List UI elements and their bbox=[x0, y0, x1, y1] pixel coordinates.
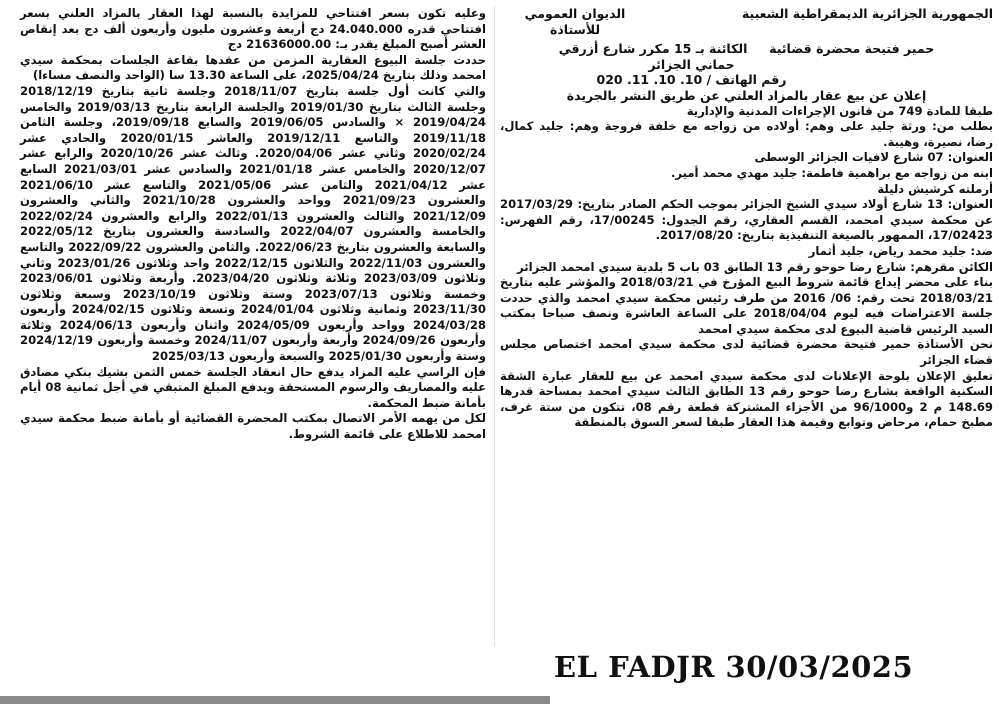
notice-line: ضد: جليد محمد رياض، جليد أثمار bbox=[808, 243, 993, 258]
republic-header: الجمهورية الجزائرية الديمقراطية الشعبية bbox=[741, 6, 993, 21]
bureau-city: حماني الجزائر bbox=[648, 56, 735, 72]
notice-line: فإن الراسي عليه المزاد يدفع حال انعقاد الجلسة خمس الثمن بشيك بنكي مصادق عليه والمصاريف والرسوم المستحقة ويدفع المبلغ المتبقي في أجل ثمانية 08 أيام بأمانة ضبط المحكمة. bbox=[20, 364, 486, 410]
bureau-address: الكائنة بـ 15 مكرر شارع أزرقي bbox=[558, 41, 748, 57]
notice-line: العنوان: 07 شارع لافيات الجزائر الوسطى bbox=[754, 150, 993, 165]
column-divider bbox=[494, 6, 495, 646]
notice-line: تعليق الإعلان بلوحة الإعلانات لدى محكمة سيدي امحمد عن بيع للعقار عبارة الشقة السكنية الواقعة بشارع رضا حوحو رقم 13 الطابق الثالث سيدي امحمد بمساحة قدرها 148.69 م 2 و96/1000 من الأجزاء المشتركة قطعة رقم 08، تتكون من ستة غرف، مطبخ حمام، مرحاض وتوابع وقيمة هذا العقار طبقا لسعر السوق بالمنطقة bbox=[500, 368, 993, 430]
notice-line: أرملته كرشيش دليلة bbox=[877, 181, 993, 196]
notice-line: حددت جلسة البيوع العقارية المزمن من عقدها بقاعة الجلسات بمحكمة سيدي امحمد وذلك بتاريخ 2025/04/24، على الساعة 13.30 سا (الواحد والنصف مساءا) bbox=[20, 52, 486, 83]
notice-line: وعليه تكون بسعر افتتاحي للمزايدة بالنسبة لهذا العقار بالمزاد العلني بسعر افتتاحي قدره 24.040.000 دج أربعة وعشرون مليون وأربعون ألف دج بعد إنقاص العشر أصبح المبلغ يقدر بـ: 21636000.00 دج bbox=[20, 6, 486, 52]
newspaper-masthead: EL FADJR 30/03/2025 bbox=[554, 650, 914, 684]
notice-line: ابنه من زواجه مع براهمية فاطمة: جليد مهدي محمد أمير. bbox=[671, 165, 993, 180]
notice-line: نحن الأستاذة حمير فتيحة محضرة قضائية لدى محكمة سيدي امحمد اختصاص مجلس قضاء الجزائر bbox=[500, 337, 993, 368]
right-column bbox=[500, 6, 993, 431]
notice-line: الكائن مقرهم: شارع رضا حوحو رقم 13 الطابق 03 باب 5 بلدية سيدي امحمد الجزائر bbox=[517, 259, 993, 274]
header-row bbox=[500, 6, 993, 37]
notice-line: والتي كانت أول جلسة بتاريخ 2018/11/07 وجلسة ثانية بتاريخ 2018/12/19 وجلسة الثالث بتاريخ 2019/01/30 والجلسة الرابعة بتاريخ 2019/03/13 والخامس 2019/04/24 × والسادس 2019/06/05 والسابع 2019/09/18، وجلسة الثامن 2019/11/18 والتاسع 2019/12/11 والعاشر 2020/01/15 والحادي عشر 2020/02/24 وثاني عشر 2020/04/06. وثالث عشر 2020/10/26 والرابع عشر 2020/12/07 والخامس عشر 2021/01/18 والسادس عشر 2021/03/01 السابع عشر 2021/04/12 والثامن عشر 2021/05/06 والتاسع عشر 2021/06/10 والعشرون 2021/09/23 وواحد والعشرون 2021/10/28 والثاني والعشرون 2021/12/09 والثالث والعشرون 2022/01/13 والرابع والعشرون 2022/02/24 والخامسة والعشرون 2022/04/07 والسادسة والعشرون بتاريخ 2022/05/12 والسابعة والعشرون بتاريخ 2022/06/23. والثامن والعشرون 2022/09/22 والتاسع والعشرون 2022/11/03 والثلاثون 2022/12/15 واحد وثلاثون 2023/01/26 وثاني وثلاثون 2023/03/09 وثلاثة وثلاثون 2023/04/20. وأربعة وثلاثون 2023/06/01 وخمسة وثلاثون 2023/07/13 وستة وثلاثون 2023/10/19 وسبعة وثلاثون 2023/11/30 وثمانية وثلاثون 2024/01/04 وتسعة وثلاثون 2024/02/15 وأربعون 2024/03/28 وواحد وأربعون 2024/05/09 واثنان وأربعون 2024/06/13 وثلاثة وأربعون 2024/09/26 وأربعة وأربعون 2024/11/07 وخمسة وأربعون 2024/12/19 وستة وأربعون 2025/01/30 والسبعة وأربعون 2025/03/13 bbox=[20, 83, 487, 364]
office-header: الديوان العمومي للأستاذة bbox=[524, 6, 626, 37]
notice-line: بناء على محضر إيداع قائمة شروط البيع المؤرخ في 2018/03/21 والمؤشر عليه بتاريخ 2018/03/21 تحت رقم: 06/ 2016 من طرف رئيس محكمة سيدي امحمد والذي حددت جلسة الاعتراضات فيه ليوم 2018/04/04 على الساعة العاشرة ونصف صباحا بمكتب السيد الرئيس قاضية البيوع لدى محكمة سيدي امحمد bbox=[500, 275, 994, 336]
left-column bbox=[20, 6, 486, 443]
footer bbox=[0, 650, 999, 704]
bureau-phone: رقم الهاتف / 10. 10. 11. 020 bbox=[596, 72, 787, 88]
notice-line: العنوان: 13 شارع أولاد سيدي الشيخ الجزائر بموجب الحكم الصادر بتاريخ: 2017/03/29 عن محكمة سيدي امحمد، القسم العقاري، رقم الجدول: 17/00245، رقم الفهرس: 17/02423، الممهور بالصيغة التنفيذية بتاريخ: 2017/08/20. bbox=[500, 197, 993, 243]
notice-title: إعلان عن بيع عقار بالمزاد العلني عن طريق النشر بالجريدة bbox=[566, 87, 927, 103]
footer-rule bbox=[0, 696, 550, 704]
notice-line: لكل من يهمه الأمر الاتصال بمكتب المحضرة القضائية أو بأمانة ضبط محكمة سيدي امحمد للاطلاع على قائمة الشروط. bbox=[20, 411, 486, 442]
bureau-name: حمير فتيحة محضرة قضائية الكائنة بـ 15 مكرر شارع أزرقي bbox=[558, 41, 935, 57]
notice-line: طبقا للمادة 749 من قانون الإجراءات المدنية والإدارية bbox=[686, 103, 993, 118]
notice-line: بطلب من: ورثة جليد على وهم: أولاده من زواجه مع خلفة فروجة وهم: جليد كمال، رضا، نصيرة، وهيبة. bbox=[500, 119, 993, 149]
